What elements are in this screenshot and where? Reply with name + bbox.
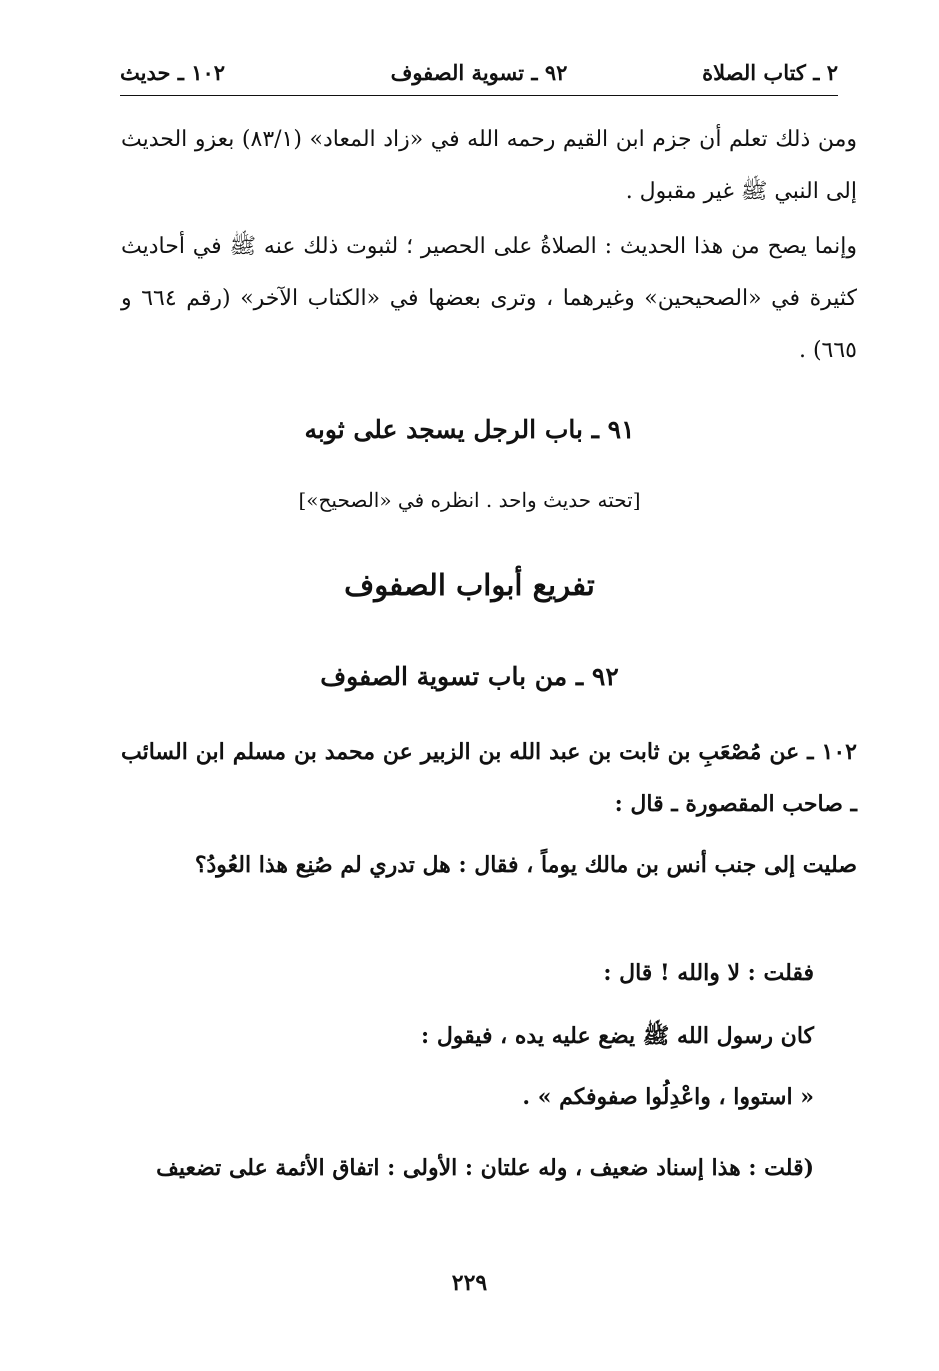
running-header (120, 60, 838, 90)
paragraph-hasir: وإنما يصح من هذا الحديث : الصلاةُ على الحصير ؛ لثبوت ذلك عنه ﷺ في أحاديث كثيرة في «الصحيحين» وغيرهما ، وترى بعضها في «الكتاب الآخر» (رقم ٦٦٤ و ٦٦٥) . (121, 234, 857, 363)
header-rule (120, 95, 838, 96)
main-heading: تفريع أبواب الصفوف (344, 568, 595, 602)
header-chapter-title: ٩٢ ـ تسوية الصفوف (390, 60, 568, 85)
hadith-line-answer: فقلت : لا والله ! قال : (603, 960, 814, 986)
hadith-line-saying: « استووا ، واعْدِلُوا صفوفكم » . (522, 1084, 814, 1110)
page-number: ٢٢٩ (451, 1270, 488, 1296)
header-hadith-number: ١٠٢ ـ حديث (120, 60, 226, 85)
section-92-title: ٩٢ ـ من باب تسوية الصفوف (320, 662, 619, 691)
hadith-isnad: ١٠٢ ـ عن مُصْعَبِ بن ثابت بن عبد الله بن الزبير عن محمد بن مسلم ابن السائب ـ صاحب المقصورة ـ قال : (121, 739, 857, 817)
hadith-text: صليت إلى جنب أنس بن مالك يوماً ، فقال : هل تدري لم صُنِع هذا العُودُ؟ (194, 852, 857, 878)
note-start: (قلت : هذا إسناد ضعيف ، وله علتان : الأولى : اتفاق الأئمة على تضعيف (156, 1155, 814, 1181)
section-91-note: [تحته حديث واحد . انظره في «الصحيح»] (298, 488, 641, 512)
header-book-title: ٢ ـ كتاب الصلاة (702, 60, 838, 85)
hadith-line-prophet: كان رسول الله ﷺ يضع عليه يده ، فيقول : (421, 1023, 814, 1049)
section-91-title: ٩١ ـ باب الرجل يسجد على ثوبه (304, 415, 635, 444)
paragraph-zad-almaad: ومن ذلك تعلم أن جزم ابن القيم رحمه الله في «زاد المعاد» (٨٣/١) بعزو الحديث إلى النبي ﷺ غير مقبول . (121, 127, 857, 204)
